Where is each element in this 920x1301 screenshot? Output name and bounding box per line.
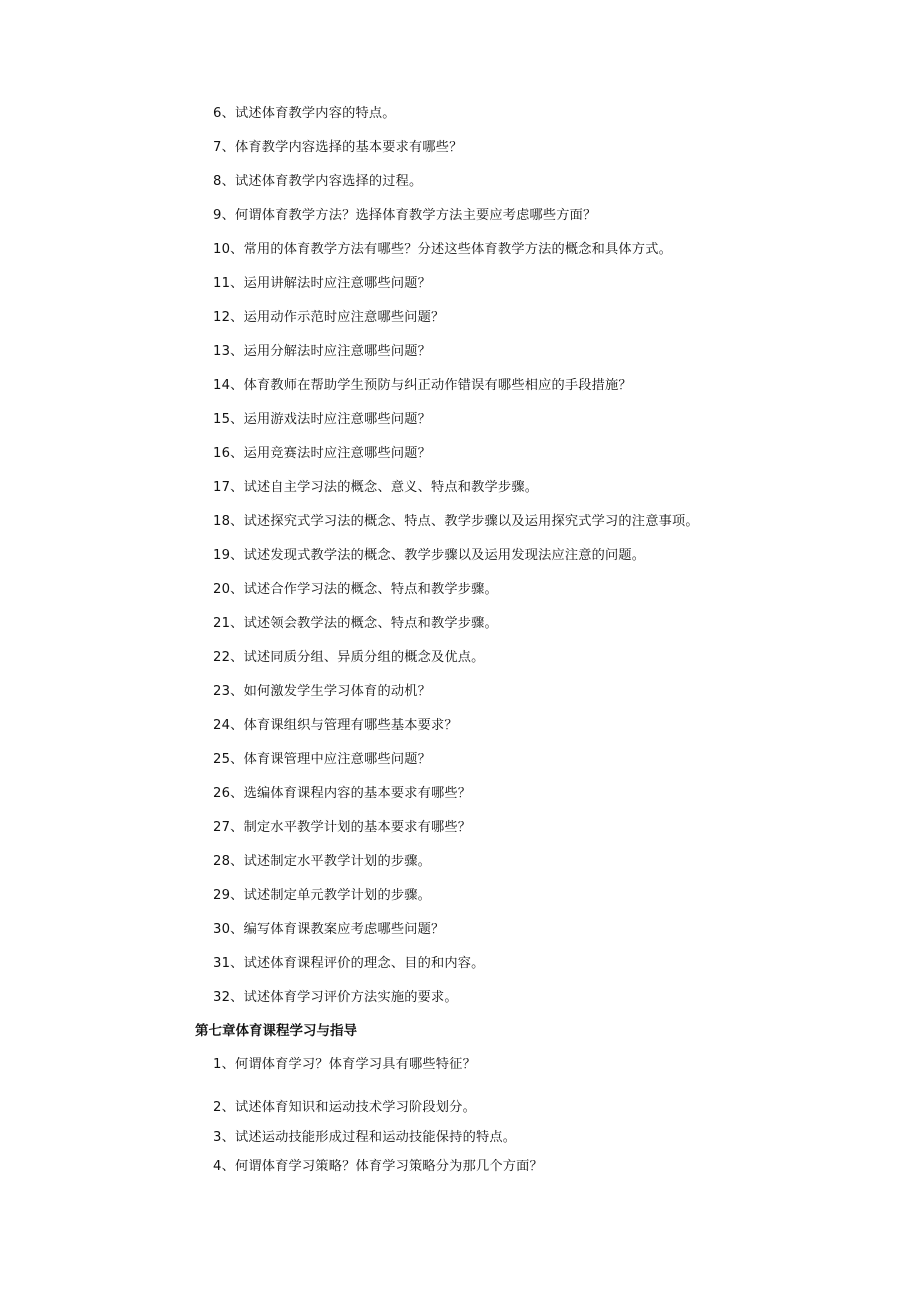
question-item: 32、试述体育学习评价方法实施的要求。 bbox=[213, 990, 458, 1005]
question-item: 31、试述体育课程评价的理念、目的和内容。 bbox=[213, 956, 485, 971]
question-item: 28、试述制定水平教学计划的步骤。 bbox=[213, 854, 431, 869]
question-item: 27、制定水平教学计划的基本要求有哪些？ bbox=[213, 820, 472, 835]
question-item: 10、常用的体育教学方法有哪些？分述这些体育教学方法的概念和具体方式。 bbox=[213, 242, 672, 257]
question-item: 9、何谓体育教学方法？选择体育教学方法主要应考虑哪些方面？ bbox=[213, 208, 597, 223]
question-item: 30、编写体育课教案应考虑哪些问题？ bbox=[213, 922, 445, 937]
question-item: 18、试述探究式学习法的概念、特点、教学步骤以及运用探究式学习的注意事项。 bbox=[213, 514, 699, 529]
question-item: 24、体育课组织与管理有哪些基本要求？ bbox=[213, 718, 458, 733]
question-item: 3、试述运动技能形成过程和运动技能保持的特点。 bbox=[213, 1130, 517, 1145]
question-item: 22、试述同质分组、异质分组的概念及优点。 bbox=[213, 650, 485, 665]
question-item: 20、试述合作学习法的概念、特点和教学步骤。 bbox=[213, 582, 498, 597]
question-item: 25、体育课管理中应注意哪些问题？ bbox=[213, 752, 431, 767]
question-item: 13、运用分解法时应注意哪些问题？ bbox=[213, 344, 431, 359]
question-item: 26、选编体育课程内容的基本要求有哪些？ bbox=[213, 786, 472, 801]
question-item: 15、运用游戏法时应注意哪些问题？ bbox=[213, 412, 431, 427]
question-item: 2、试述体育知识和运动技术学习阶段划分。 bbox=[213, 1100, 476, 1115]
question-item: 16、运用竞赛法时应注意哪些问题？ bbox=[213, 446, 431, 461]
question-item: 4、何谓体育学习策略？体育学习策略分为那几个方面？ bbox=[213, 1159, 543, 1174]
question-item: 17、试述自主学习法的概念、意义、特点和教学步骤。 bbox=[213, 480, 539, 495]
question-item: 7、体育教学内容选择的基本要求有哪些？ bbox=[213, 140, 463, 155]
question-item: 1、何谓体育学习？体育学习具有哪些特征？ bbox=[213, 1057, 476, 1072]
question-item: 11、运用讲解法时应注意哪些问题？ bbox=[213, 276, 431, 291]
question-item: 6、试述体育教学内容的特点。 bbox=[213, 106, 396, 121]
question-item: 8、试述体育教学内容选择的过程。 bbox=[213, 174, 423, 189]
question-item: 29、试述制定单元教学计划的步骤。 bbox=[213, 888, 431, 903]
question-item: 14、体育教师在帮助学生预防与纠正动作错误有哪些相应的手段措施？ bbox=[213, 378, 632, 393]
question-item: 23、如何激发学生学习体育的动机？ bbox=[213, 684, 431, 699]
question-item: 12、运用动作示范时应注意哪些问题？ bbox=[213, 310, 445, 325]
chapter-heading: 第七章体育课程学习与指导 bbox=[195, 1023, 357, 1039]
question-item: 21、试述领会教学法的概念、特点和教学步骤。 bbox=[213, 616, 498, 631]
question-item: 19、试述发现式教学法的概念、教学步骤以及运用发现法应注意的问题。 bbox=[213, 548, 646, 563]
